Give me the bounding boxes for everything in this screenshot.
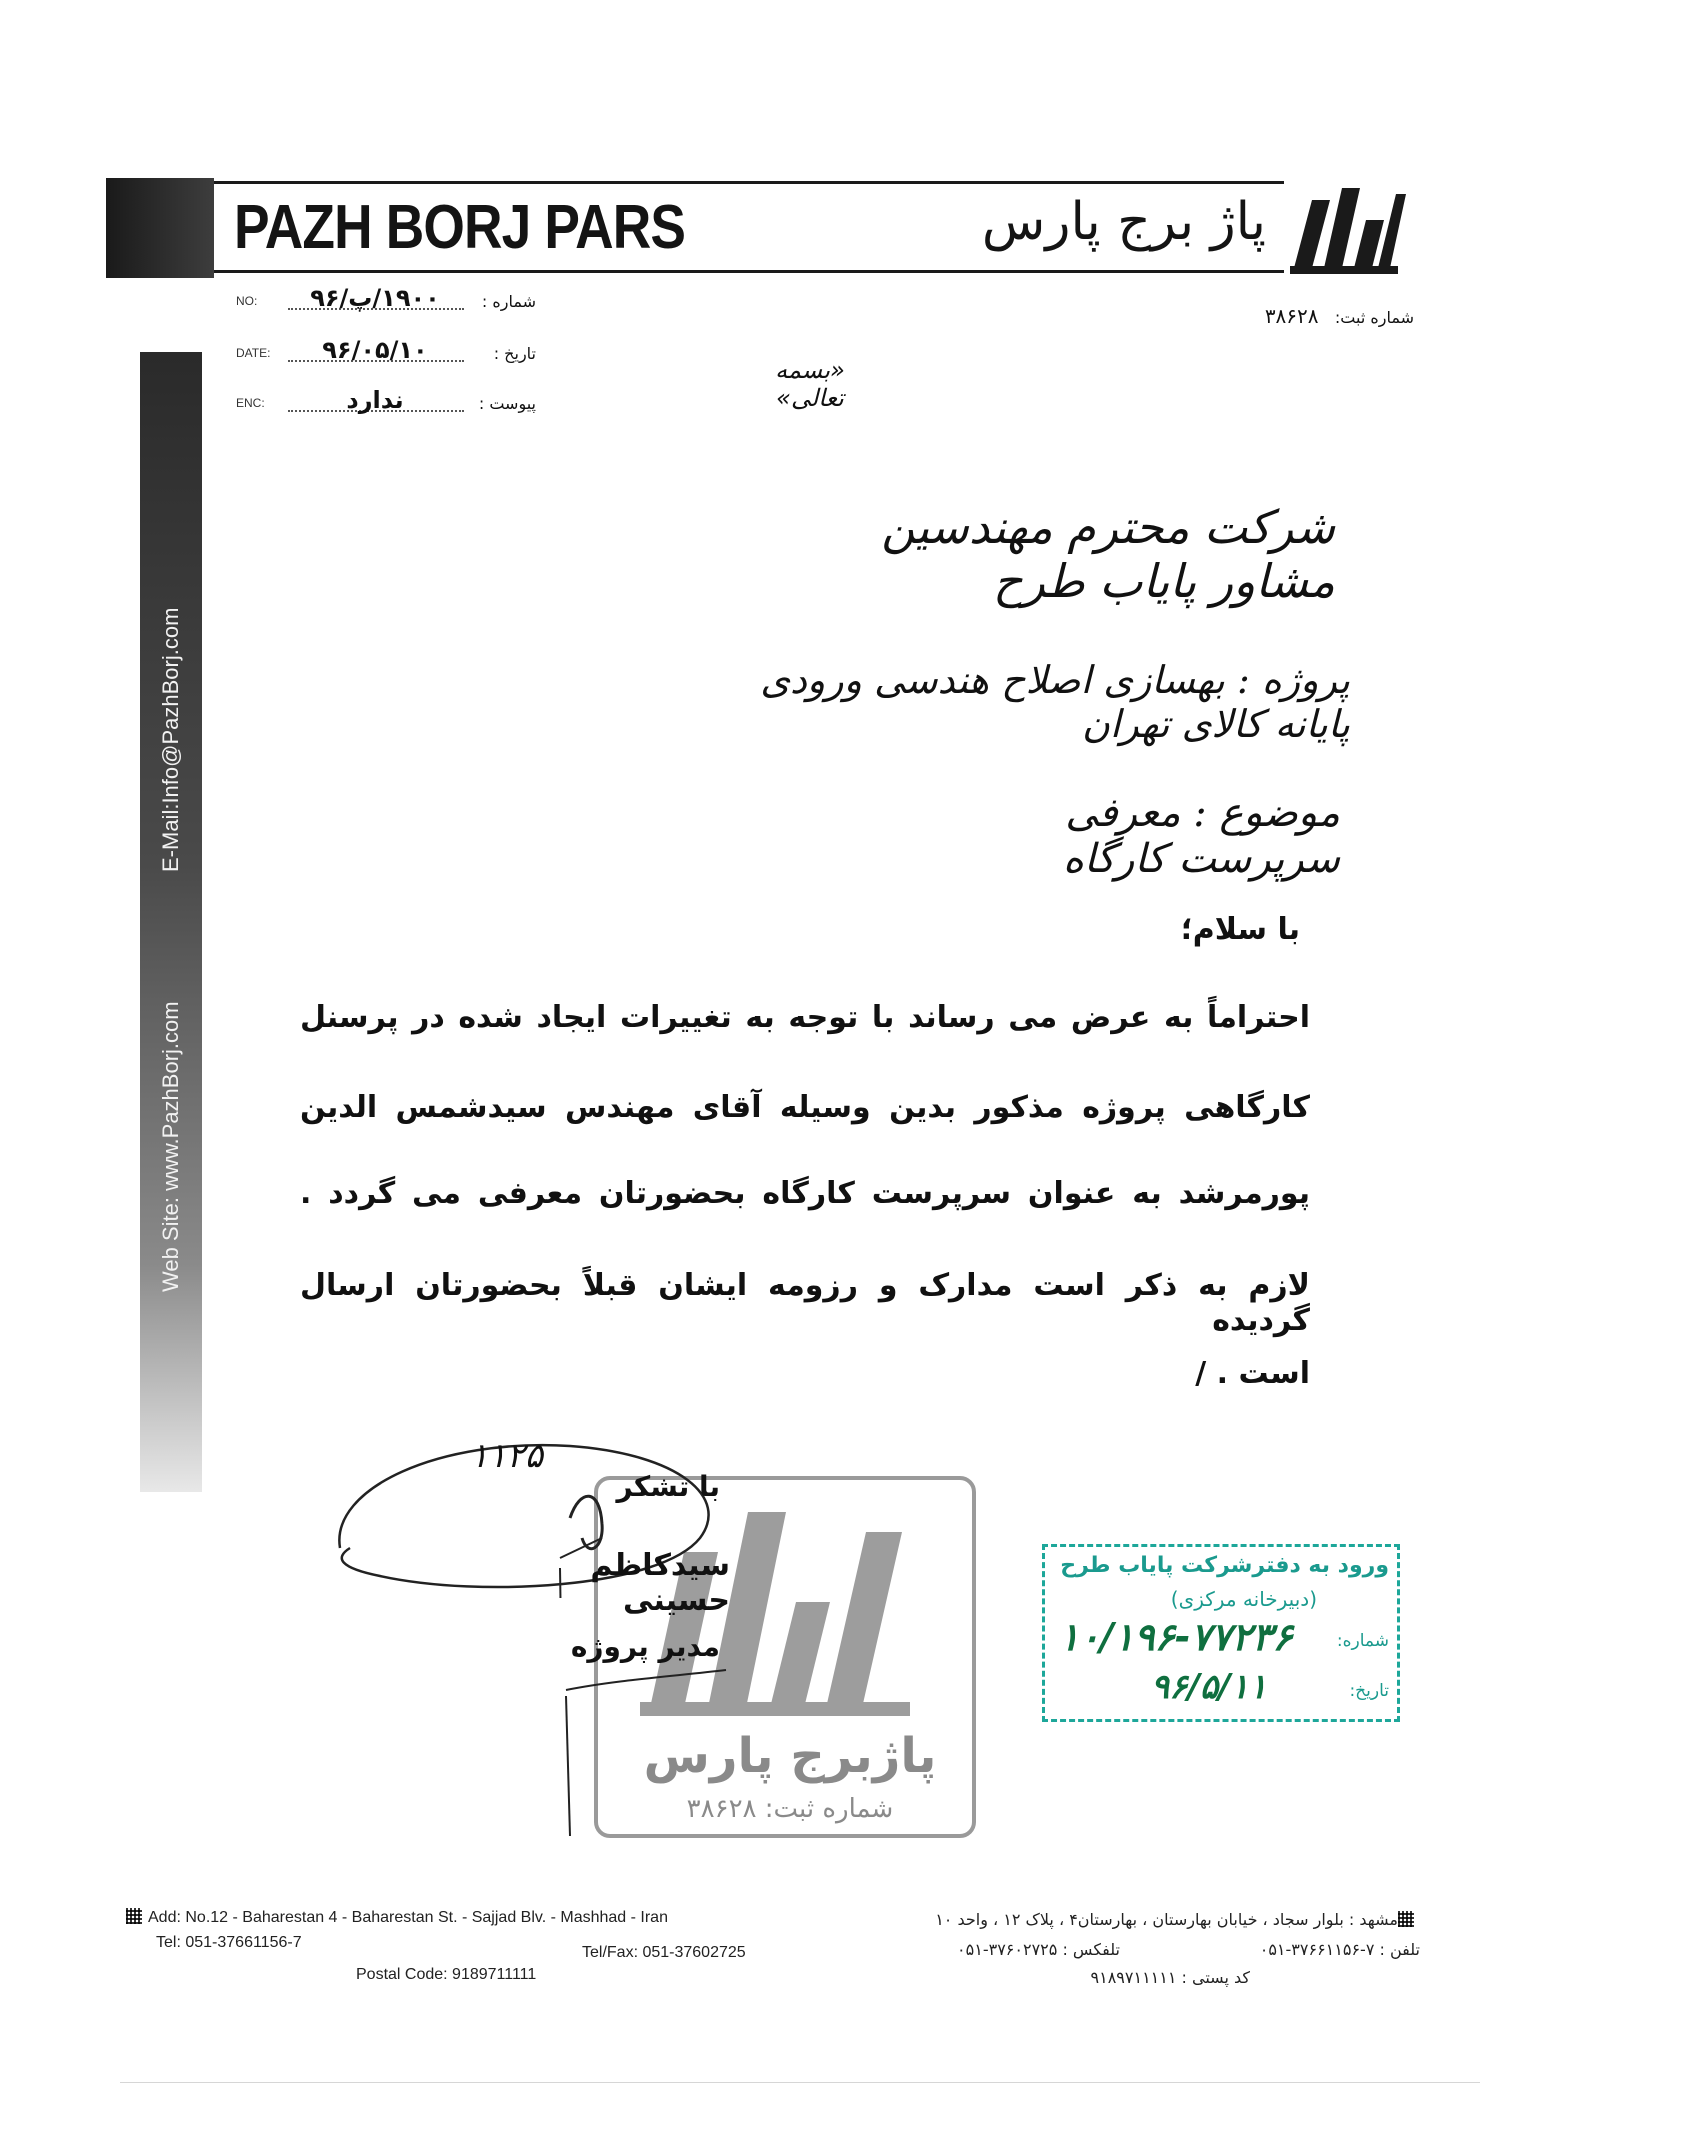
brand-name-persian: پاژ برج پارس: [981, 192, 1266, 252]
bullet-square-icon: [1398, 1911, 1414, 1927]
meta-date-fa-label: تاریخ :: [493, 344, 536, 363]
brand-name-latin: PAZH BORJ PARS: [234, 193, 686, 262]
footer-en-tel: Tel: 051-37661156-7: [156, 1934, 302, 1951]
signature-thanks: با تشکر: [616, 1470, 720, 1503]
greeting: با سلام؛: [1180, 912, 1300, 947]
receipt-stamp: [1042, 1544, 1400, 1722]
footer-fa-postal: کد پستی : ۹۱۸۹۷۱۱۱۱۱: [1090, 1968, 1250, 1987]
meta-number-row: [236, 284, 536, 318]
body-line: احتراماً به عرض می رساند با توجه به تغییرات ایجاد شده در پرسنل: [300, 1000, 1310, 1035]
body-line: است . /: [1195, 1356, 1310, 1391]
footer-en-postal: Postal Code: 9189711111: [356, 1966, 537, 1983]
meta-date-en-label: DATE:: [236, 346, 271, 360]
footer-fa-address-row: [935, 1910, 1420, 1929]
footer-en-address: Add: No.12 - Baharestan 4 - Baharestan St. - Sajjad Blv. - Mashhad - Iran: [148, 1909, 668, 1926]
meta-enclosure-en-label: ENC:: [236, 396, 265, 410]
header-rule: [214, 270, 1284, 273]
company-logo-icon: [1286, 180, 1406, 276]
receipt-stamp-subtitle: (دبیرخانه مرکزی): [1170, 1587, 1317, 1611]
receipt-number-value: ۱۰/۱۹۶-۷۷۲۳۶: [1059, 1615, 1293, 1659]
company-stamp-name: پاژبرج پارس: [643, 1728, 937, 1784]
footer-en-address-row: [126, 1908, 668, 1927]
signature-stroke-icon: [556, 1640, 736, 1840]
subject-line: موضوع : معرفی سرپرست کارگاه: [1062, 790, 1340, 882]
meta-number-value: ۱۹۰۰/پ/۹۶: [310, 284, 440, 312]
receipt-number-label: شماره:: [1336, 1631, 1389, 1651]
registration-label: شماره ثبت:: [1334, 308, 1414, 327]
body-line: لازم به ذکر است مدارک و رزومه ایشان قبلاً بحضورتان ارسال گردیده: [300, 1268, 1310, 1338]
receipt-date-value: ۹۶/۵/۱۱: [1150, 1667, 1268, 1707]
bullet-square-icon: [126, 1908, 142, 1924]
header-dark-block: [106, 178, 214, 278]
meta-enclosure-fa-label: پیوست :: [478, 394, 536, 413]
registration-number: [1265, 304, 1414, 328]
handwritten-note: ۱۱۲۵: [470, 1436, 544, 1476]
receipt-date-label: تاریخ:: [1349, 1681, 1389, 1701]
registration-value: ۳۸۶۲۸: [1264, 304, 1319, 328]
signatory-name: سیدکاظم حسینی: [590, 1548, 730, 1618]
side-website: Web Site: www.PazhBorj.com: [158, 1001, 183, 1292]
body-line: پورمرشد به عنوان سرپرست کارگاه بحضورتان معرفی می گردد .: [300, 1176, 1310, 1211]
project-line: پروژه : بهسازی اصلاح هندسی ورودی پایانه کالای تهران: [760, 658, 1350, 746]
footer-en-telfax: Tel/Fax: 051-37602725: [582, 1944, 746, 1961]
body-line: کارگاهی پروژه مذکور بدین وسیله آقای مهندس سیدشمس الدین: [300, 1090, 1310, 1125]
company-stamp-registration: شماره ثبت: ۳۸۶۲۸: [686, 1794, 894, 1824]
recipient-line: شرکت محترم مهندسین مشاور پایاب طرح: [881, 500, 1335, 608]
meta-number-en-label: NO:: [236, 294, 258, 308]
footer-fa-fax: تلفکس : ۳۷۶۰۲۷۲۵-۰۵۱: [957, 1940, 1120, 1959]
footer-fa-tel: تلفن : ۷-۳۷۶۶۱۱۵۶-۰۵۱: [1259, 1940, 1420, 1959]
side-email: E-Mail:Info@PazhBorj.com: [158, 607, 183, 872]
meta-number-fa-label: شماره :: [481, 292, 536, 311]
side-contact-stripe: [140, 352, 202, 1492]
letterhead-header: [106, 178, 1406, 278]
header-rule: [214, 181, 1284, 184]
signatory-title: مدیر پروژه: [570, 1630, 720, 1663]
meta-date-value: ۹۶/۰۵/۱۰: [322, 336, 428, 364]
footer-fa-address: مشهد : بلوار سجاد ، خیابان بهارستان ، بهارستان۴ ، پلاک ۱۲ ، واحد ۱۰: [935, 1910, 1398, 1929]
receipt-stamp-title: ورود به دفترشرکت پایاب طرح: [1060, 1553, 1389, 1578]
meta-enclosure-value: ندارد: [346, 386, 404, 414]
basmala: «بسمه تعالی»: [775, 356, 845, 412]
meta-enclosure-row: [236, 386, 536, 420]
meta-date-row: [236, 336, 536, 370]
bottom-rule: [120, 2082, 1480, 2083]
